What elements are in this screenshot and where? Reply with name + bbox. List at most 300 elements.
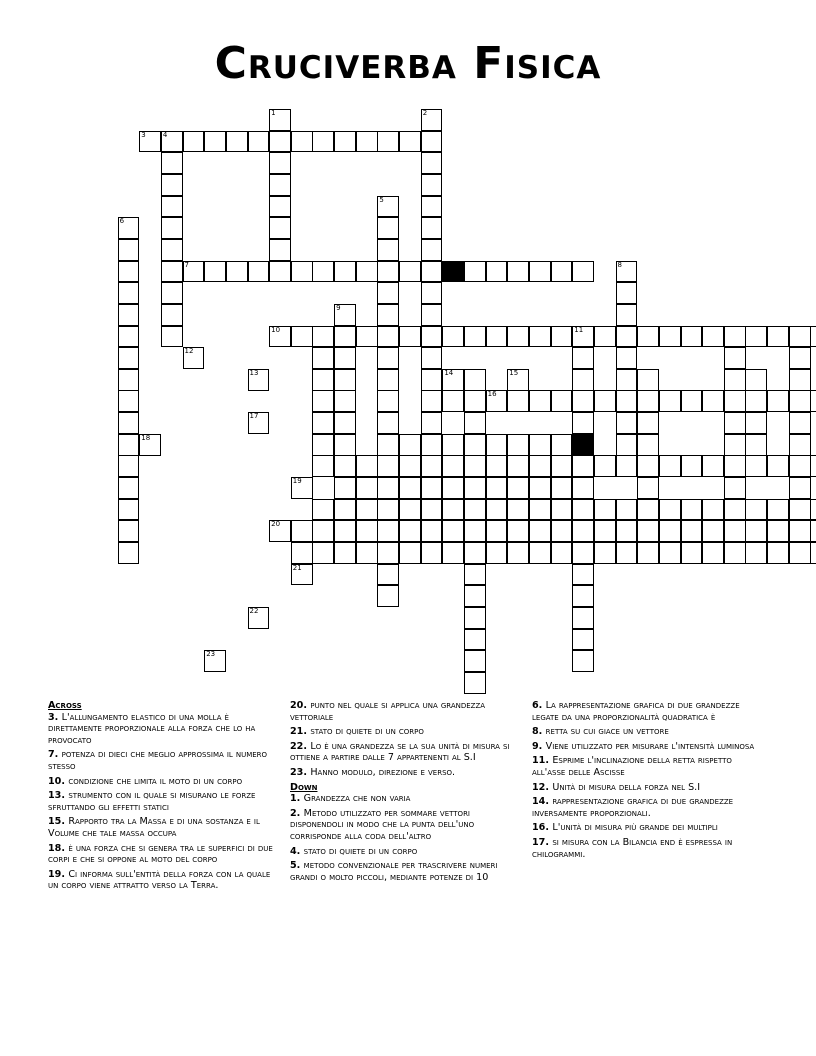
grid-cell[interactable] (529, 542, 551, 564)
grid-cell[interactable] (421, 174, 443, 196)
grid-cell[interactable] (616, 542, 638, 564)
grid-cell[interactable] (594, 499, 616, 521)
grid-cell[interactable] (377, 499, 399, 521)
grid-cell[interactable] (616, 304, 638, 326)
grid-cell[interactable] (377, 347, 399, 369)
grid-cell[interactable] (745, 369, 767, 391)
grid-cell[interactable] (486, 326, 508, 348)
grid-cell[interactable] (334, 412, 356, 434)
grid-cell[interactable] (269, 261, 291, 283)
grid-cell[interactable] (399, 131, 421, 153)
grid-cell[interactable] (572, 455, 594, 477)
grid-cell[interactable] (594, 455, 616, 477)
grid-cell[interactable] (377, 542, 399, 564)
grid-cell[interactable] (269, 196, 291, 218)
grid-cell[interactable] (226, 261, 248, 283)
grid-cell[interactable] (377, 304, 399, 326)
grid-cell[interactable] (637, 455, 659, 477)
grid-cell[interactable] (745, 542, 767, 564)
grid-cell[interactable] (312, 347, 334, 369)
grid-cell[interactable] (377, 239, 399, 261)
grid-cell[interactable] (334, 326, 356, 348)
grid-cell[interactable] (334, 434, 356, 456)
grid-cell[interactable] (464, 455, 486, 477)
grid-cell[interactable] (248, 607, 270, 629)
grid-cell[interactable] (377, 196, 399, 218)
grid-cell[interactable] (507, 477, 529, 499)
grid-cell[interactable] (767, 326, 789, 348)
grid-cell[interactable] (464, 650, 486, 672)
grid-cell[interactable] (659, 326, 681, 348)
grid-cell[interactable] (291, 326, 313, 348)
grid-cell[interactable] (507, 434, 529, 456)
grid-cell[interactable] (507, 369, 529, 391)
grid-cell[interactable] (161, 174, 183, 196)
grid-cell[interactable] (442, 542, 464, 564)
grid-cell[interactable] (551, 542, 573, 564)
grid-cell[interactable] (702, 499, 724, 521)
grid-cell[interactable] (659, 520, 681, 542)
grid-cell[interactable] (507, 455, 529, 477)
grid-cell[interactable] (334, 455, 356, 477)
grid-cell[interactable] (702, 520, 724, 542)
grid-cell[interactable] (702, 390, 724, 412)
grid-cell[interactable] (659, 499, 681, 521)
grid-cell[interactable] (204, 650, 226, 672)
grid-cell[interactable] (551, 261, 573, 283)
grid-cell[interactable] (594, 390, 616, 412)
grid-cell[interactable] (745, 326, 767, 348)
grid-cell[interactable] (637, 412, 659, 434)
grid-cell[interactable] (637, 542, 659, 564)
grid-cell[interactable] (377, 455, 399, 477)
grid-cell[interactable] (442, 477, 464, 499)
grid-cell[interactable] (507, 390, 529, 412)
grid-cell[interactable] (464, 434, 486, 456)
grid-cell[interactable] (507, 542, 529, 564)
grid-cell[interactable] (421, 434, 443, 456)
grid-cell[interactable] (789, 412, 811, 434)
grid-cell[interactable] (269, 217, 291, 239)
grid-cell[interactable] (421, 412, 443, 434)
grid-cell[interactable] (507, 499, 529, 521)
grid-cell[interactable] (442, 390, 464, 412)
grid-cell[interactable] (377, 390, 399, 412)
grid-cell[interactable] (767, 542, 789, 564)
grid-cell[interactable] (724, 499, 746, 521)
grid-cell[interactable] (421, 217, 443, 239)
grid-cell[interactable] (551, 477, 573, 499)
grid-cell[interactable] (356, 520, 378, 542)
grid-cell[interactable] (356, 131, 378, 153)
grid-cell[interactable] (118, 542, 140, 564)
grid-cell[interactable] (161, 217, 183, 239)
grid-cell[interactable] (724, 455, 746, 477)
grid-cell[interactable] (118, 499, 140, 521)
grid-cell[interactable] (269, 131, 291, 153)
grid-cell[interactable] (377, 282, 399, 304)
grid-cell[interactable] (291, 261, 313, 283)
grid-cell[interactable] (183, 347, 205, 369)
grid-cell[interactable] (421, 542, 443, 564)
grid-cell[interactable] (616, 261, 638, 283)
grid-cell[interactable] (507, 261, 529, 283)
grid-cell[interactable] (745, 434, 767, 456)
grid-cell[interactable] (377, 217, 399, 239)
grid-cell[interactable] (421, 261, 443, 283)
grid-cell[interactable] (356, 455, 378, 477)
grid-cell[interactable] (334, 347, 356, 369)
grid-cell[interactable] (377, 434, 399, 456)
grid-cell[interactable] (421, 477, 443, 499)
grid-cell[interactable] (248, 369, 270, 391)
grid-cell[interactable] (312, 455, 334, 477)
grid-cell[interactable] (161, 261, 183, 283)
grid-cell[interactable] (312, 412, 334, 434)
grid-cell[interactable] (789, 455, 811, 477)
grid-cell[interactable] (291, 131, 313, 153)
grid-cell[interactable] (377, 477, 399, 499)
grid-cell[interactable] (594, 542, 616, 564)
grid-cell[interactable] (269, 109, 291, 131)
grid-cell[interactable] (529, 499, 551, 521)
grid-cell[interactable] (745, 390, 767, 412)
grid-cell[interactable] (377, 520, 399, 542)
grid-cell[interactable] (291, 542, 313, 564)
grid-cell[interactable] (572, 499, 594, 521)
grid-cell[interactable] (291, 564, 313, 586)
grid-cell[interactable] (377, 585, 399, 607)
grid-cell[interactable] (356, 542, 378, 564)
grid-cell[interactable] (551, 455, 573, 477)
grid-cell[interactable] (312, 369, 334, 391)
grid-cell[interactable] (161, 196, 183, 218)
grid-cell[interactable] (810, 542, 816, 564)
grid-cell[interactable] (464, 585, 486, 607)
grid-cell[interactable] (616, 326, 638, 348)
grid-cell[interactable] (637, 369, 659, 391)
grid-cell[interactable] (572, 347, 594, 369)
grid-cell[interactable] (312, 390, 334, 412)
grid-cell[interactable] (637, 499, 659, 521)
grid-cell[interactable] (681, 499, 703, 521)
grid-cell[interactable] (724, 412, 746, 434)
grid-cell[interactable] (226, 131, 248, 153)
grid-cell[interactable] (118, 455, 140, 477)
grid-cell[interactable] (421, 455, 443, 477)
grid-cell[interactable] (572, 369, 594, 391)
grid-cell[interactable] (702, 326, 724, 348)
grid-cell[interactable] (118, 520, 140, 542)
grid-cell[interactable] (442, 369, 464, 391)
grid-cell[interactable] (529, 477, 551, 499)
grid-cell[interactable] (464, 607, 486, 629)
grid-cell[interactable] (464, 412, 486, 434)
grid-cell[interactable] (810, 499, 816, 521)
grid-cell[interactable] (421, 196, 443, 218)
grid-cell[interactable] (377, 261, 399, 283)
grid-cell[interactable] (464, 326, 486, 348)
grid-cell[interactable] (183, 131, 205, 153)
grid-cell[interactable] (486, 390, 508, 412)
grid-cell[interactable] (334, 477, 356, 499)
grid-cell[interactable] (269, 520, 291, 542)
grid-cell[interactable] (572, 261, 594, 283)
grid-cell[interactable] (616, 390, 638, 412)
grid-cell[interactable] (161, 152, 183, 174)
grid-cell[interactable] (291, 520, 313, 542)
grid-cell[interactable] (637, 434, 659, 456)
grid-cell[interactable] (681, 520, 703, 542)
grid-cell[interactable] (399, 455, 421, 477)
grid-cell[interactable] (789, 434, 811, 456)
grid-cell[interactable] (421, 109, 443, 131)
grid-cell[interactable] (118, 282, 140, 304)
grid-cell[interactable] (616, 369, 638, 391)
grid-cell[interactable] (248, 131, 270, 153)
grid-cell[interactable] (637, 477, 659, 499)
grid-cell[interactable] (356, 261, 378, 283)
grid-cell[interactable] (724, 520, 746, 542)
grid-cell[interactable] (421, 152, 443, 174)
grid-cell[interactable] (659, 390, 681, 412)
grid-cell[interactable] (681, 326, 703, 348)
grid-cell[interactable] (118, 261, 140, 283)
grid-cell[interactable] (464, 520, 486, 542)
grid-cell[interactable] (334, 542, 356, 564)
grid-cell[interactable] (464, 672, 486, 694)
grid-cell[interactable] (637, 520, 659, 542)
grid-cell[interactable] (356, 326, 378, 348)
grid-cell[interactable] (486, 434, 508, 456)
grid-cell[interactable] (767, 455, 789, 477)
grid-cell[interactable] (486, 542, 508, 564)
grid-cell[interactable] (529, 455, 551, 477)
grid-cell[interactable] (118, 477, 140, 499)
grid-cell[interactable] (572, 542, 594, 564)
grid-cell[interactable] (659, 455, 681, 477)
grid-cell[interactable] (312, 499, 334, 521)
grid-cell[interactable] (248, 412, 270, 434)
grid-cell[interactable] (399, 499, 421, 521)
grid-cell[interactable] (161, 239, 183, 261)
grid-cell[interactable] (204, 261, 226, 283)
grid-cell[interactable] (745, 499, 767, 521)
grid-cell[interactable] (269, 152, 291, 174)
grid-cell[interactable] (572, 564, 594, 586)
grid-cell[interactable] (529, 261, 551, 283)
grid-cell[interactable] (161, 304, 183, 326)
grid-cell[interactable] (421, 347, 443, 369)
grid-cell[interactable] (529, 434, 551, 456)
grid-cell[interactable] (681, 542, 703, 564)
grid-cell[interactable] (334, 520, 356, 542)
grid-cell[interactable] (551, 390, 573, 412)
grid-cell[interactable] (572, 650, 594, 672)
grid-cell[interactable] (637, 390, 659, 412)
grid-cell[interactable] (789, 390, 811, 412)
grid-cell[interactable] (442, 434, 464, 456)
grid-cell[interactable] (464, 369, 486, 391)
grid-cell[interactable] (486, 520, 508, 542)
grid-cell[interactable] (724, 434, 746, 456)
grid-cell[interactable] (551, 434, 573, 456)
grid-cell[interactable] (616, 520, 638, 542)
grid-cell[interactable] (421, 499, 443, 521)
grid-cell[interactable] (464, 477, 486, 499)
grid-cell[interactable] (161, 326, 183, 348)
grid-cell[interactable] (118, 434, 140, 456)
grid-cell[interactable] (118, 412, 140, 434)
grid-cell[interactable] (291, 477, 313, 499)
grid-cell[interactable] (312, 261, 334, 283)
grid-cell[interactable] (551, 520, 573, 542)
grid-cell[interactable] (464, 629, 486, 651)
grid-cell[interactable] (118, 326, 140, 348)
grid-cell[interactable] (269, 239, 291, 261)
grid-cell[interactable] (572, 390, 594, 412)
grid-cell[interactable] (421, 304, 443, 326)
grid-cell[interactable] (616, 455, 638, 477)
grid-cell[interactable] (248, 261, 270, 283)
grid-cell[interactable] (789, 369, 811, 391)
grid-cell[interactable] (810, 455, 816, 477)
grid-cell[interactable] (529, 326, 551, 348)
grid-cell[interactable] (356, 499, 378, 521)
grid-cell[interactable] (616, 412, 638, 434)
grid-cell[interactable] (334, 390, 356, 412)
grid-cell[interactable] (118, 369, 140, 391)
grid-cell[interactable] (745, 520, 767, 542)
grid-cell[interactable] (551, 499, 573, 521)
grid-cell[interactable] (529, 390, 551, 412)
grid-cell[interactable] (421, 326, 443, 348)
grid-cell[interactable] (724, 542, 746, 564)
grid-cell[interactable] (659, 542, 681, 564)
grid-cell[interactable] (681, 455, 703, 477)
grid-cell[interactable] (377, 564, 399, 586)
grid-cell[interactable] (486, 455, 508, 477)
grid-cell[interactable] (767, 390, 789, 412)
grid-cell[interactable] (507, 326, 529, 348)
grid-cell[interactable] (399, 326, 421, 348)
grid-cell[interactable] (789, 477, 811, 499)
grid-cell[interactable] (789, 542, 811, 564)
grid-cell[interactable] (139, 434, 161, 456)
grid-cell[interactable] (810, 520, 816, 542)
grid-cell[interactable] (312, 434, 334, 456)
grid-cell[interactable] (637, 326, 659, 348)
grid-cell[interactable] (334, 369, 356, 391)
grid-cell[interactable] (572, 520, 594, 542)
grid-cell[interactable] (572, 477, 594, 499)
grid-cell[interactable] (377, 131, 399, 153)
grid-cell[interactable] (334, 304, 356, 326)
grid-cell[interactable] (442, 455, 464, 477)
grid-cell[interactable] (810, 390, 816, 412)
grid-cell[interactable] (269, 174, 291, 196)
grid-cell[interactable] (334, 131, 356, 153)
grid-cell[interactable] (486, 499, 508, 521)
grid-cell[interactable] (399, 434, 421, 456)
grid-cell[interactable] (183, 261, 205, 283)
grid-cell[interactable] (421, 131, 443, 153)
grid-cell[interactable] (616, 347, 638, 369)
grid-cell[interactable] (464, 499, 486, 521)
grid-cell[interactable] (594, 520, 616, 542)
grid-cell[interactable] (377, 326, 399, 348)
grid-cell[interactable] (572, 607, 594, 629)
grid-cell[interactable] (724, 347, 746, 369)
grid-cell[interactable] (724, 477, 746, 499)
grid-cell[interactable] (464, 564, 486, 586)
grid-cell[interactable] (399, 520, 421, 542)
grid-cell[interactable] (204, 131, 226, 153)
grid-cell[interactable] (702, 542, 724, 564)
grid-cell[interactable] (377, 412, 399, 434)
grid-cell[interactable] (681, 390, 703, 412)
grid-cell[interactable] (377, 369, 399, 391)
grid-cell[interactable] (789, 326, 811, 348)
grid-cell[interactable] (139, 131, 161, 153)
grid-cell[interactable] (745, 455, 767, 477)
grid-cell[interactable] (334, 261, 356, 283)
grid-cell[interactable] (464, 261, 486, 283)
grid-cell[interactable] (529, 520, 551, 542)
grid-cell[interactable] (269, 326, 291, 348)
grid-cell[interactable] (399, 542, 421, 564)
grid-cell[interactable] (442, 326, 464, 348)
grid-cell[interactable] (312, 131, 334, 153)
grid-cell[interactable] (702, 455, 724, 477)
grid-cell[interactable] (486, 477, 508, 499)
grid-cell[interactable] (464, 542, 486, 564)
grid-cell[interactable] (572, 412, 594, 434)
grid-cell[interactable] (356, 477, 378, 499)
grid-cell[interactable] (312, 326, 334, 348)
grid-cell[interactable] (724, 390, 746, 412)
grid-cell[interactable] (789, 499, 811, 521)
grid-cell[interactable] (421, 520, 443, 542)
grid-cell[interactable] (118, 390, 140, 412)
grid-cell[interactable] (551, 326, 573, 348)
grid-cell[interactable] (421, 390, 443, 412)
grid-cell[interactable] (572, 326, 594, 348)
grid-cell[interactable] (572, 629, 594, 651)
grid-cell[interactable] (118, 304, 140, 326)
grid-cell[interactable] (810, 326, 816, 348)
grid-cell[interactable] (594, 326, 616, 348)
grid-cell[interactable] (118, 239, 140, 261)
grid-cell[interactable] (616, 499, 638, 521)
grid-cell[interactable] (399, 261, 421, 283)
grid-cell[interactable] (464, 390, 486, 412)
grid-cell[interactable] (789, 520, 811, 542)
grid-cell[interactable] (507, 520, 529, 542)
grid-cell[interactable] (421, 239, 443, 261)
grid-cell[interactable] (767, 520, 789, 542)
grid-cell[interactable] (118, 347, 140, 369)
grid-cell[interactable] (724, 326, 746, 348)
grid-cell[interactable] (421, 282, 443, 304)
grid-cell[interactable] (399, 477, 421, 499)
grid-cell[interactable] (312, 542, 334, 564)
grid-cell[interactable] (572, 585, 594, 607)
grid-cell[interactable] (486, 261, 508, 283)
grid-cell[interactable] (789, 347, 811, 369)
grid-cell[interactable] (334, 499, 356, 521)
grid-cell[interactable] (421, 369, 443, 391)
